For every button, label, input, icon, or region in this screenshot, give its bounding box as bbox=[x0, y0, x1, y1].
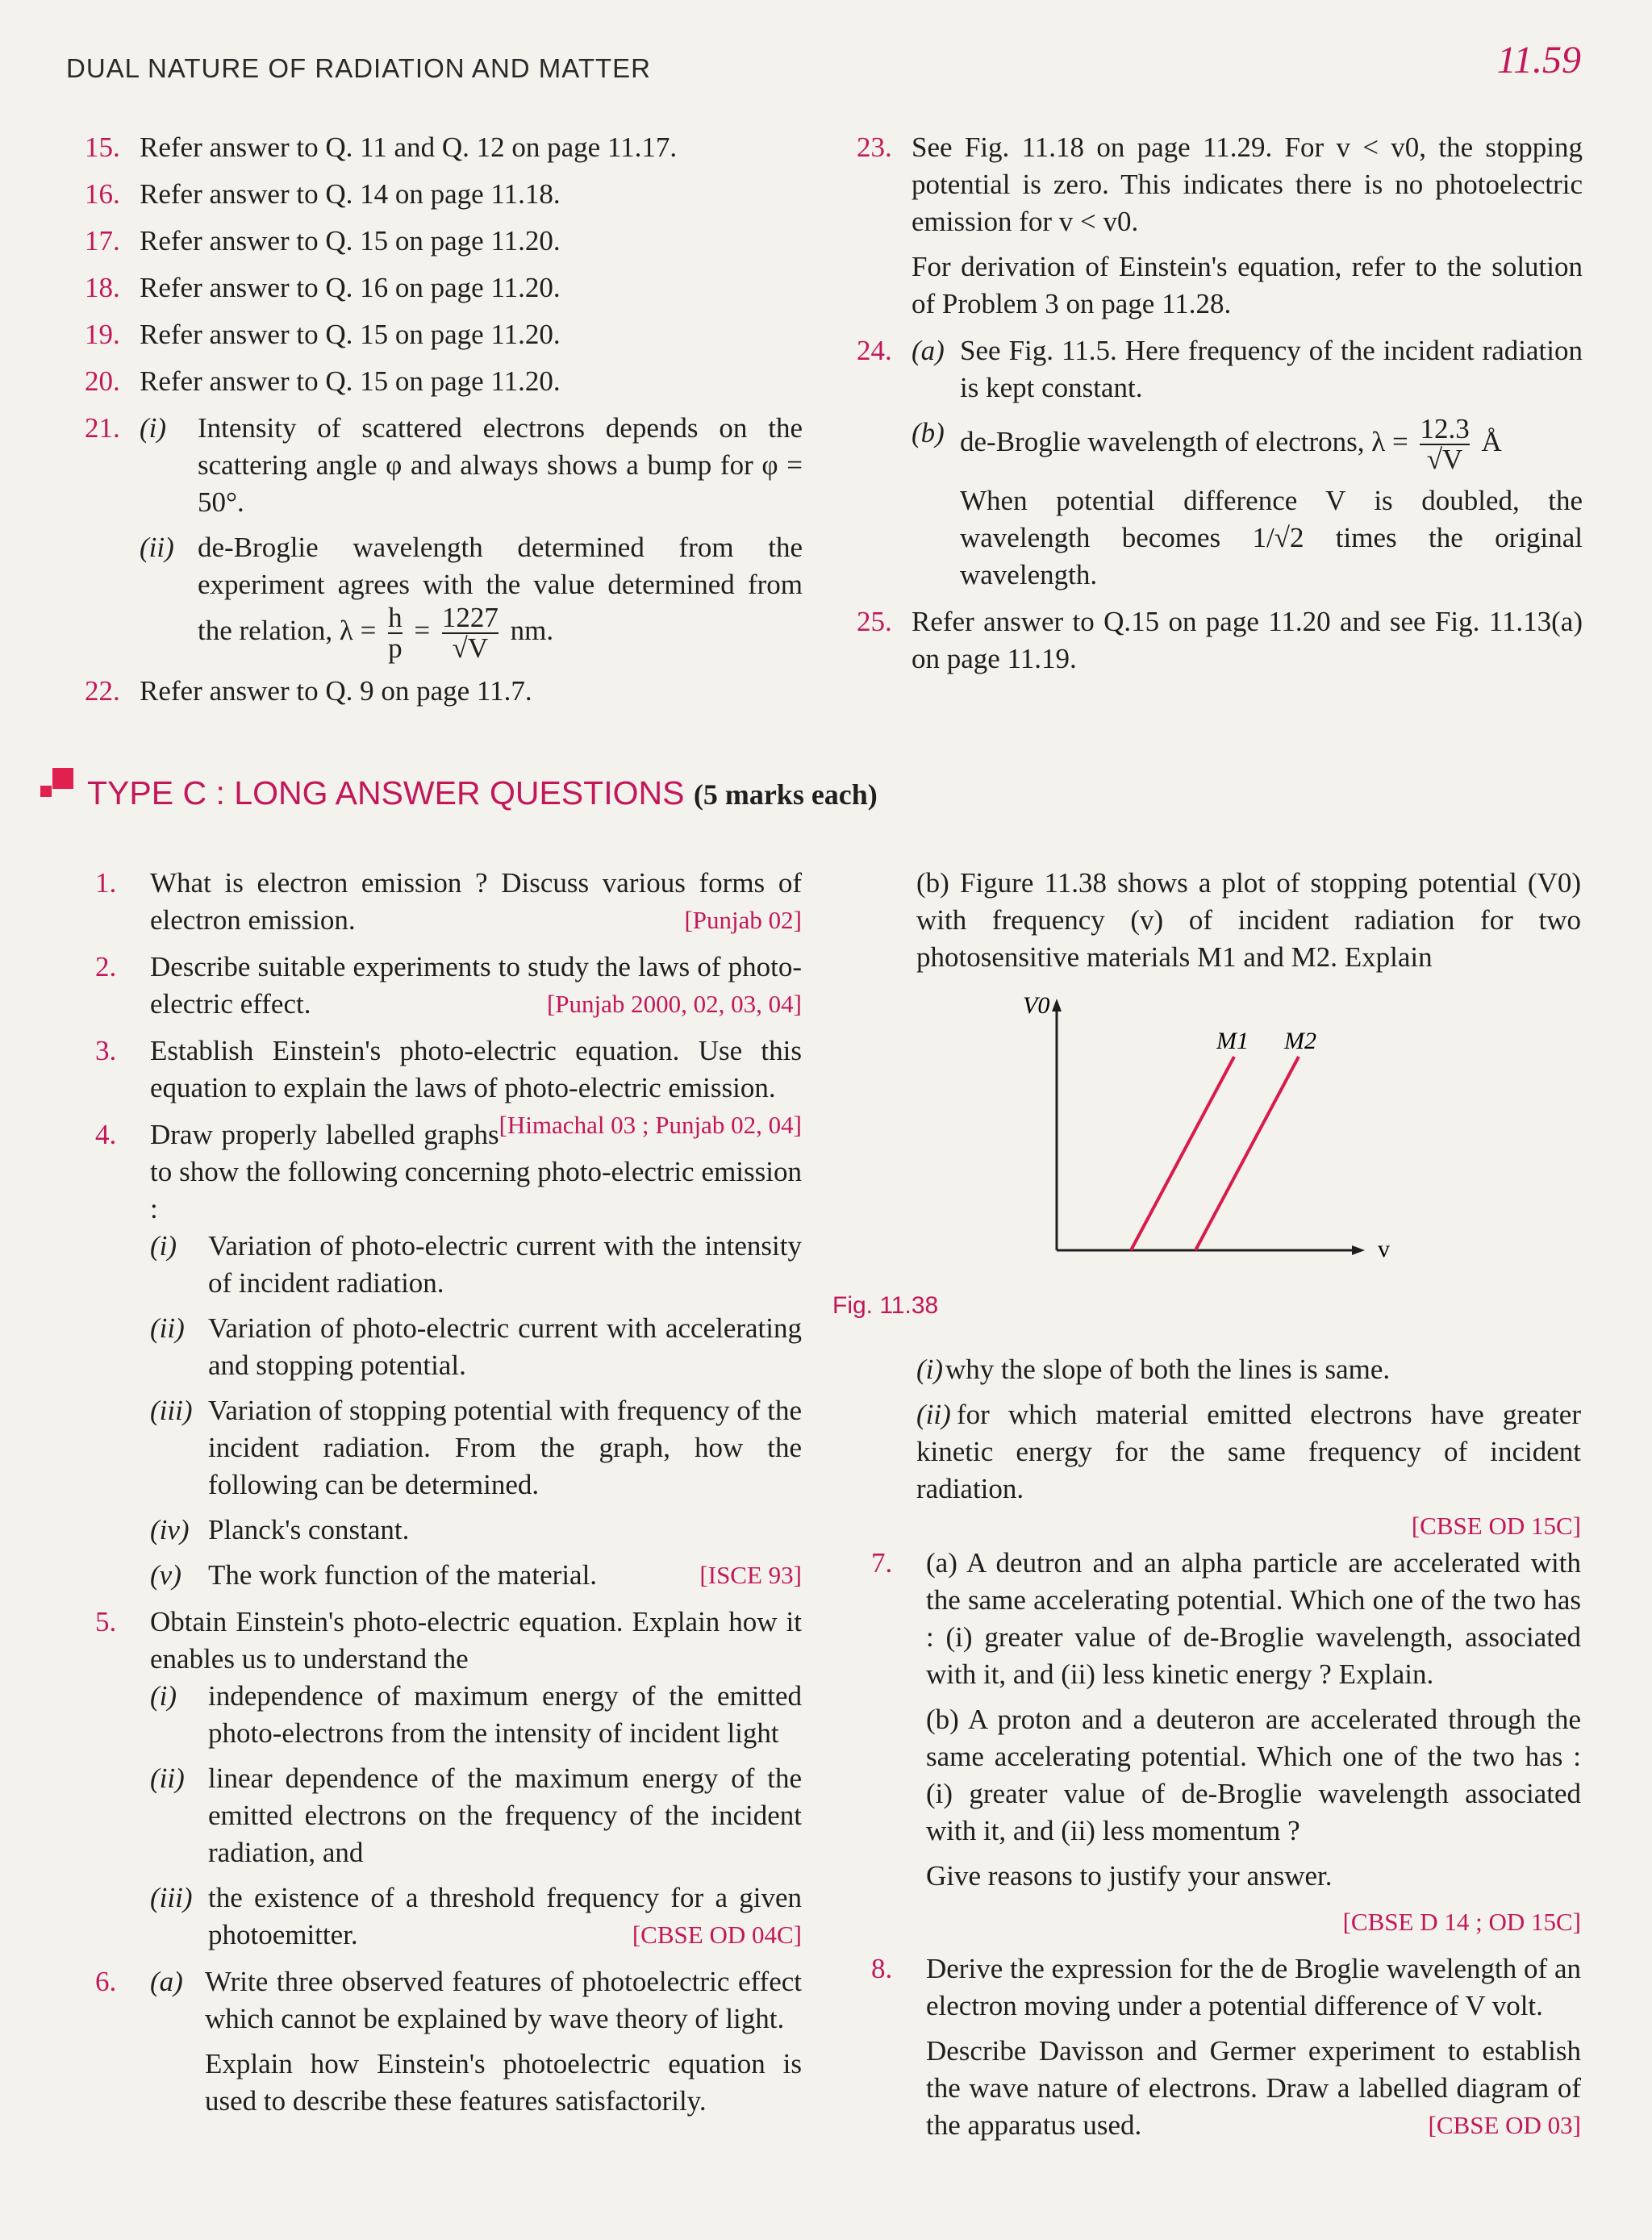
question-number: 8. bbox=[871, 1953, 893, 1984]
question-source: [Punjab 2000, 02, 03, 04] bbox=[546, 990, 802, 1018]
sub-item bbox=[150, 1557, 802, 1594]
answer-text: See Fig. 11.18 on page 11.29. For v < v0, the stopping potential is zero. This indicates there is no photoelectric emission for v < v0. bbox=[912, 131, 1583, 237]
question-number: 7. bbox=[871, 1547, 893, 1579]
answer-number: 23. bbox=[857, 131, 892, 163]
sub-label: (i) bbox=[150, 1680, 177, 1712]
question-source: [CBSE OD 03] bbox=[1428, 2111, 1581, 2139]
section-colon: : bbox=[206, 774, 235, 811]
sub-label: (a) bbox=[150, 1966, 183, 1997]
question-text: What is electron emission ? Discuss various forms of electron emission. bbox=[150, 867, 802, 936]
fraction-h-p bbox=[388, 603, 403, 663]
question-number: 3. bbox=[95, 1035, 117, 1066]
sub-text: Variation of stopping potential with frequency of the incident radiation. From the graph, how the following can be determined. bbox=[208, 1395, 802, 1500]
answer-24-b bbox=[912, 415, 1583, 474]
section-title: LONG ANSWER QUESTIONS bbox=[234, 774, 685, 811]
answer-text: Refer answer to Q. 14 on page 11.18. bbox=[140, 178, 561, 210]
y-axis-label: V0 bbox=[1023, 992, 1050, 1019]
answer-number: 16. bbox=[85, 178, 120, 210]
question-3 bbox=[95, 1032, 802, 1139]
answer-number: 20. bbox=[85, 365, 120, 397]
question-4 bbox=[95, 1116, 802, 1594]
numerator: 12.3 bbox=[1420, 413, 1470, 444]
sub-item bbox=[150, 1310, 802, 1384]
x-axis-arrow-icon bbox=[1352, 1245, 1365, 1255]
answer-item bbox=[85, 223, 803, 260]
section-marker-icon bbox=[40, 786, 52, 797]
question-source: [Punjab 02] bbox=[684, 906, 802, 934]
question-number: 1. bbox=[95, 867, 117, 899]
question-text: (a) A deutron and an alpha particle are accelerated with the same accelerating potential. Which one of the two has : (i) greater value of de-Broglie wavelength, associated with it, and (ii) less kinetic energy ? Explain. bbox=[926, 1547, 1581, 1690]
question-5-subparts bbox=[150, 1678, 802, 1954]
sub-label: (v) bbox=[150, 1559, 181, 1591]
answer-number: 19. bbox=[85, 319, 120, 350]
sub-label: (i) bbox=[150, 1230, 177, 1262]
answer-number: 17. bbox=[85, 225, 120, 257]
unit: Å bbox=[1481, 426, 1502, 458]
y-axis-arrow-icon bbox=[1052, 999, 1062, 1012]
sub-label: (ii) bbox=[916, 1399, 951, 1430]
equals-sign: = bbox=[414, 615, 431, 647]
question-5 bbox=[95, 1604, 802, 1954]
answer-text: Refer answer to Q. 15 on page 11.20. bbox=[140, 319, 561, 350]
sub-item bbox=[150, 1879, 802, 1954]
sub-item bbox=[150, 1228, 802, 1302]
denominator: √V bbox=[442, 632, 499, 663]
answer-item bbox=[85, 316, 803, 353]
answers-right-column bbox=[857, 129, 1583, 687]
denominator: p bbox=[388, 632, 403, 664]
sub-label: (a) bbox=[912, 335, 945, 366]
running-header: DUAL NATURE OF RADIATION AND MATTER bbox=[66, 53, 651, 83]
sub-text: Intensity of scattered electrons depends on the scattering angle φ and always shows a bump for φ = 50°. bbox=[198, 412, 803, 518]
questions-right-column-lower bbox=[871, 1351, 1581, 2154]
answer-text: Refer answer to Q. 15 on page 11.20. bbox=[140, 225, 561, 257]
question-text: Explain how Einstein's photoelectric equation is used to describe these features satisfactorily. bbox=[205, 2048, 802, 2117]
figure-caption: Fig. 11.38 bbox=[832, 1292, 939, 1319]
section-heading bbox=[55, 774, 878, 813]
sub-text: why the slope of both the lines is same. bbox=[945, 1354, 1391, 1385]
question-6-a bbox=[150, 1963, 802, 2038]
question-text: Describe suitable experiments to study the laws of photo-electric effect. bbox=[150, 951, 802, 1020]
answer-24 bbox=[857, 332, 1583, 594]
page-number: 11.59 bbox=[1496, 39, 1581, 81]
section-type: TYPE C bbox=[87, 774, 207, 811]
answer-text: Refer answer to Q. 11 and Q. 12 on page 11.17. bbox=[140, 131, 678, 163]
denominator: √V bbox=[1420, 444, 1469, 474]
question-6-b-i bbox=[871, 1351, 1581, 1388]
answer-item bbox=[85, 129, 803, 166]
question-text bbox=[926, 2033, 1581, 2144]
answer-number: 21. bbox=[85, 412, 120, 444]
sub-label: (ii) bbox=[140, 532, 174, 563]
question-source: [CBSE D 14 ; OD 15C] bbox=[1342, 1908, 1581, 1936]
sub-item bbox=[150, 1392, 802, 1504]
figure-11-38 bbox=[992, 984, 1395, 1283]
answer-number: 22. bbox=[85, 675, 120, 707]
sub-text: de-Broglie wavelength determined from the experiment agrees with the value determined from the relation, λ = bbox=[198, 532, 803, 647]
answers-left-column bbox=[85, 129, 803, 720]
sub-text: independence of maximum energy of the emitted photo-electrons from the intensity of incident light bbox=[208, 1680, 802, 1749]
numerator: h bbox=[388, 602, 403, 633]
question-source: [CBSE OD 15C] bbox=[1411, 1512, 1581, 1540]
questions-right-column bbox=[871, 865, 1581, 984]
sub-label: (b) bbox=[912, 417, 945, 448]
question-4-subparts bbox=[150, 1228, 802, 1594]
answer-25 bbox=[857, 603, 1583, 678]
numerator: 1227 bbox=[441, 602, 499, 633]
answer-item bbox=[85, 176, 803, 213]
answers-list bbox=[85, 129, 803, 400]
answer-23 bbox=[857, 129, 1583, 323]
question-number: 6. bbox=[95, 1966, 117, 1997]
sub-text: Variation of photo-electric current with the intensity of incident radiation. bbox=[208, 1230, 802, 1299]
sub-text: The work function of the material. bbox=[208, 1559, 598, 1591]
sub-label: (i) bbox=[140, 412, 167, 444]
questions-left-column bbox=[95, 865, 802, 2129]
section-marks: (5 marks each) bbox=[693, 778, 878, 811]
sub-label: (iv) bbox=[150, 1514, 190, 1545]
question-source: [ISCE 93] bbox=[699, 1561, 802, 1589]
sub-label: (ii) bbox=[150, 1312, 185, 1344]
sub-label: (iii) bbox=[150, 1882, 193, 1913]
sub-text: See Fig. 11.5. Here frequency of the incident radiation is kept constant. bbox=[960, 335, 1583, 403]
question-number: 5. bbox=[95, 1606, 117, 1637]
sub-text: Write three observed features of photoelectric effect which cannot be explained by wave theory of light. bbox=[205, 1966, 802, 2034]
answer-number: 15. bbox=[85, 131, 120, 163]
answer-text: Refer answer to Q. 15 on page 11.20. bbox=[140, 365, 561, 397]
question-6-b: (b) Figure 11.38 shows a plot of stopping potential (V0) with frequency (v) of incident radiation for two photosensitive materials M1 and M2. Explain bbox=[916, 867, 1581, 973]
question-number: 2. bbox=[95, 951, 117, 982]
x-axis-label: v bbox=[1378, 1236, 1390, 1262]
sub-label: (ii) bbox=[150, 1762, 185, 1794]
section-marker-icon bbox=[52, 768, 73, 789]
question-source: [CBSE OD 04C] bbox=[632, 1921, 802, 1949]
question-text: Derive the expression for the de Broglie wavelength of an electron moving under a potential difference of V volt. bbox=[926, 1953, 1581, 2021]
answer-text: Refer answer to Q.15 on page 11.20 and see Fig. 11.13(a) on page 11.19. bbox=[912, 606, 1583, 674]
question-6-b-ii bbox=[871, 1396, 1581, 1540]
sub-text: de-Broglie wavelength of electrons, λ = bbox=[960, 426, 1408, 458]
answer-24-a bbox=[912, 332, 1583, 407]
question-text: Give reasons to justify your answer. bbox=[926, 1860, 1333, 1892]
sub-text: linear dependence of the maximum energy of the emitted electrons on the frequency of the incident radiation, and bbox=[208, 1762, 802, 1868]
question-source: [Himachal 03 ; Punjab 02, 04] bbox=[499, 1111, 802, 1139]
answer-21 bbox=[85, 410, 803, 663]
line-m1 bbox=[1131, 1057, 1234, 1250]
sub-text: the existence of a threshold frequency for a given photoemitter. bbox=[208, 1882, 802, 1950]
question-7 bbox=[871, 1545, 1581, 1941]
fraction-1227-sqrtv bbox=[442, 603, 499, 663]
answer-21-ii bbox=[140, 529, 803, 663]
fraction-12-3-sqrtv bbox=[1420, 415, 1469, 474]
answer-text: Refer answer to Q. 9 on page 11.7. bbox=[140, 675, 532, 707]
question-8 bbox=[871, 1950, 1581, 2144]
unit: nm. bbox=[510, 615, 554, 647]
answer-text: Refer answer to Q. 16 on page 11.20. bbox=[140, 272, 561, 303]
answer-text: For derivation of Einstein's equation, refer to the solution of Problem 3 on page 11.28. bbox=[912, 251, 1583, 319]
line-m1-label: M1 bbox=[1216, 1028, 1249, 1054]
answer-text: When potential difference V is doubled, the wavelength becomes 1/√2 times the original wavelength. bbox=[960, 485, 1583, 590]
line-m2 bbox=[1195, 1057, 1299, 1250]
question-text: Obtain Einstein's photo-electric equation. Explain how it enables us to understand the bbox=[150, 1606, 802, 1675]
question-2 bbox=[95, 949, 802, 1023]
answer-item bbox=[85, 363, 803, 400]
question-number: 4. bbox=[95, 1119, 117, 1150]
sub-text: Variation of photo-electric current with accelerating and stopping potential. bbox=[208, 1312, 802, 1381]
answer-22 bbox=[85, 673, 803, 710]
answer-number: 18. bbox=[85, 272, 120, 303]
question-text: Establish Einstein's photo-electric equation. Use this equation to explain the laws of photo-electric emission. bbox=[150, 1035, 802, 1103]
question-source-row bbox=[926, 1903, 1581, 1941]
question-text-part: Describe Davisson and Germer experiment to establish the wave nature of electrons. Draw a labelled diagram of the apparatus used. bbox=[926, 2035, 1581, 2141]
question-text: (b) A proton and a deuteron are accelerated through the same accelerating potential. Which one of the two has : (i) greater value of de-Broglie wavelength associated with it, and (ii) less momentum ? bbox=[926, 1704, 1581, 1846]
sub-item bbox=[150, 1512, 802, 1549]
answer-number: 25. bbox=[857, 606, 892, 637]
question-1 bbox=[95, 865, 802, 939]
sub-item bbox=[150, 1760, 802, 1871]
sub-text: for which material emitted electrons have greater kinetic energy for the same frequency of incident radiation. bbox=[916, 1399, 1581, 1504]
sub-label: (iii) bbox=[150, 1395, 193, 1426]
sub-label: (i) bbox=[916, 1354, 944, 1385]
sub-item bbox=[150, 1678, 802, 1752]
sub-text: Planck's constant. bbox=[208, 1514, 410, 1545]
answer-21-i bbox=[140, 410, 803, 521]
line-m2-label: M2 bbox=[1284, 1028, 1316, 1054]
answer-number: 24. bbox=[857, 335, 892, 366]
question-6 bbox=[95, 1963, 802, 2120]
question-text: Draw properly labelled graphs to show the following concerning photo-electric emission : bbox=[150, 1119, 802, 1224]
answer-item bbox=[85, 269, 803, 307]
